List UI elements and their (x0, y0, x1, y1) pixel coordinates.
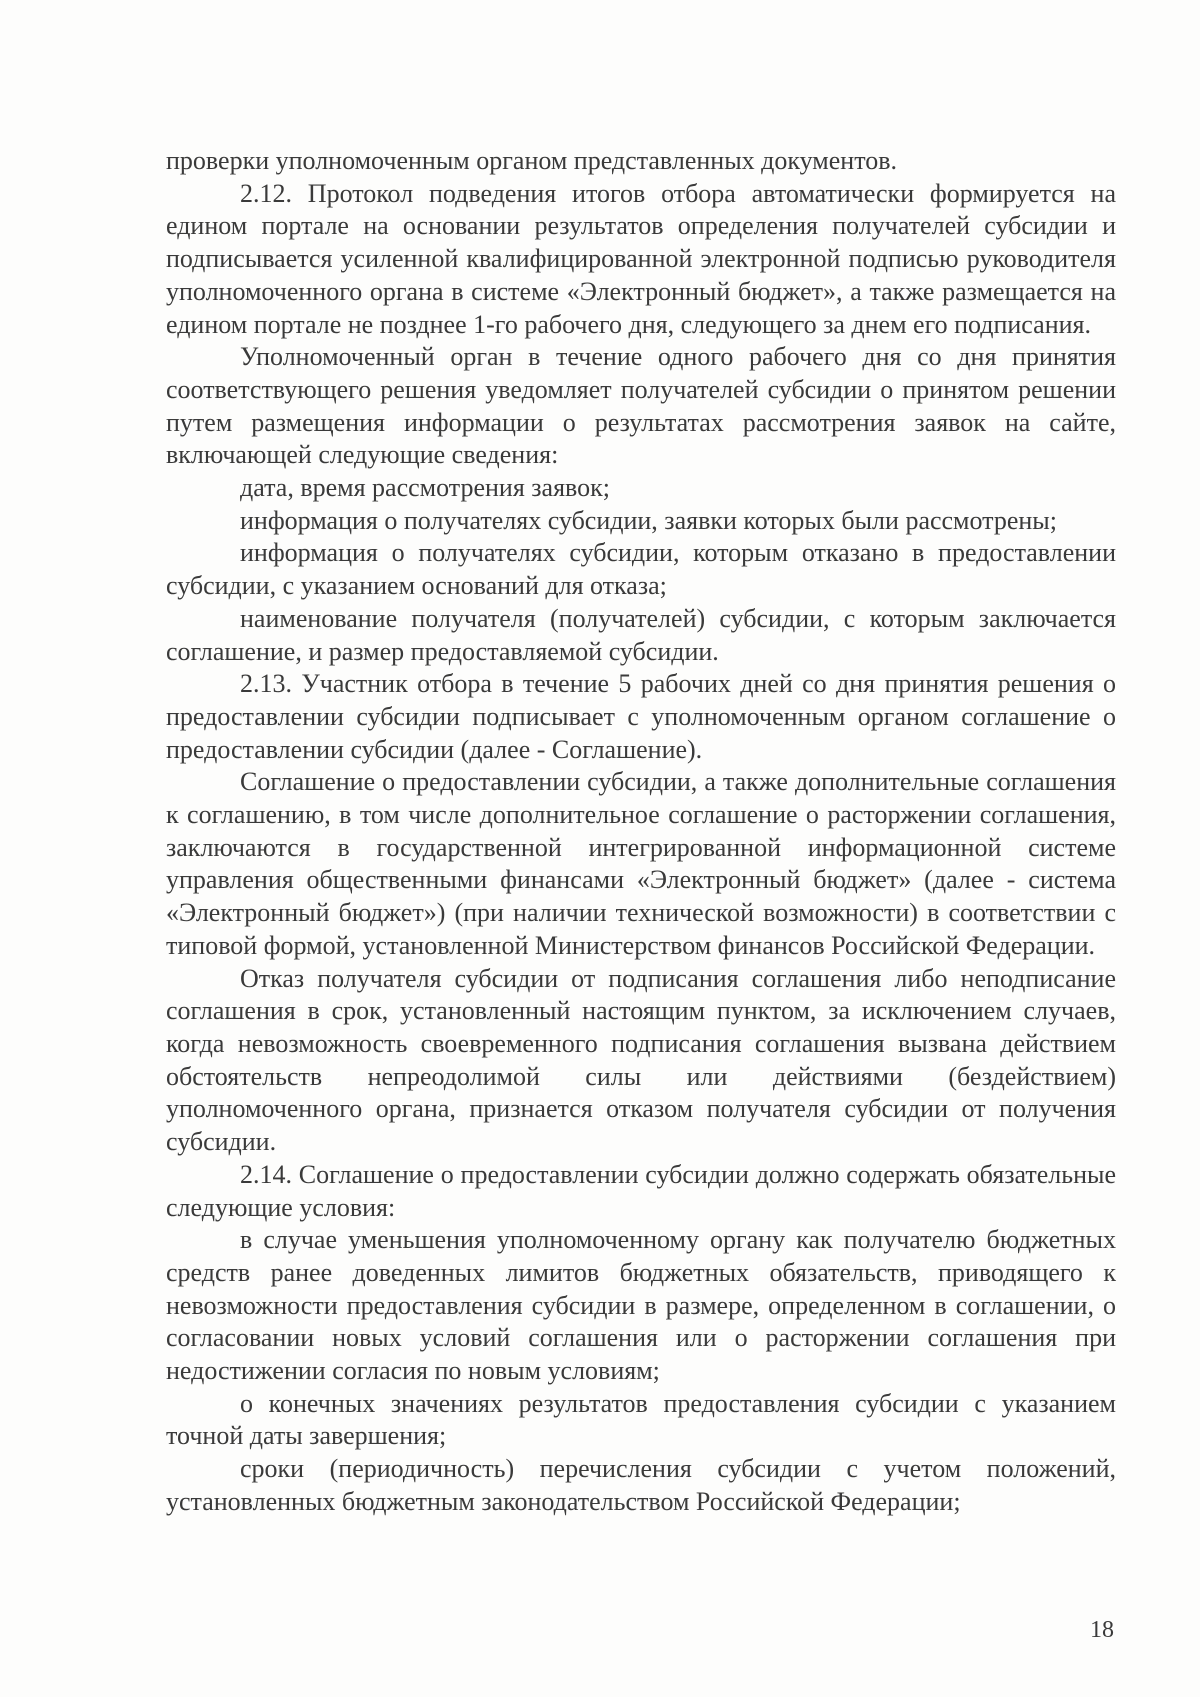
list-item: о конечных значениях результатов предоставления субсидии с указанием точной даты завершения; (166, 1388, 1116, 1451)
list-item: информация о получателях субсидии, заявки которых были рассмотрены; (240, 505, 1057, 535)
paragraph-2-12: 2.12. Протокол подведения итогов отбора автоматически формируется на едином портале на основании результатов определения получателей субсидии и подписывается усиленной квалифицированной электронной подписью руководителя уполномоченного органа в системе «Электронный бюджет», а также размещается на едином портале не позднее 1-го рабочего дня, следующего за днем его подписания. (166, 178, 1116, 339)
list-item: дата, время рассмотрения заявок; (240, 473, 611, 503)
paragraph: Отказ получателя субсидии от подписания соглашения либо неподписание соглашения в срок, установленный настоящим пунктом, за исключением случаев, когда невозможность своевременного подписания соглашения вызвана действием обстоятельств непреодолимой силы или действиями (бездействием) уполномоченного органа, признается отказом получателя субсидии от получения субсидии. (166, 963, 1116, 1157)
page-number: 18 (1090, 1617, 1114, 1643)
body-text (166, 145, 1116, 1519)
paragraph-2-14: 2.14. Соглашение о предоставлении субсидии должно содержать обязательные следующие условия: (166, 1159, 1116, 1222)
paragraph-2-13: 2.13. Участник отбора в течение 5 рабочих дней со дня принятия решения о предоставлении субсидии подписывает с уполномоченным органом соглашение о предоставлении субсидии (далее - Соглашение). (166, 669, 1116, 764)
paragraph: проверки уполномоченным органом представленных документов. (166, 146, 898, 175)
paragraph: Соглашение о предоставлении субсидии, а также дополнительные соглашения к соглашению, в том числе дополнительное соглашение о расторжении соглашения, заключаются в государственной интегрированной информационной системе управления общественными финансами «Электронный бюджет» (далее - система «Электронный бюджет») (при наличии технической возможности) в соответствии с типовой формой, установленной Министерством финансов Российской Федерации. (166, 767, 1116, 960)
list-item: в случае уменьшения уполномоченному органу как получателю бюджетных средств ранее доведенных лимитов бюджетных обязательств, приводящего к невозможности предоставления субсидии в размере, определенном в соглашении, о согласовании новых условий соглашения или о расторжении соглашения при недостижении согласия по новым условиям; (166, 1225, 1116, 1386)
list-item: наименование получателя (получателей) субсидии, с которым заключается соглашение, и размер предоставляемой субсидии. (166, 603, 1116, 666)
list-item: информация о получателях субсидии, которым отказано в предоставлении субсидии, с указанием оснований для отказа; (166, 538, 1116, 601)
list-item: сроки (периодичность) перечисления субсидии с учетом положений, установленных бюджетным законодательством Российской Федерации; (166, 1454, 1116, 1516)
paragraph: Уполномоченный орган в течение одного рабочего дня со дня принятия соответствующего решения уведомляет получателей субсидии о принятом решении путем размещения информации о результатах рассмотрения заявок на сайте, включающей следующие сведения: (166, 342, 1116, 470)
